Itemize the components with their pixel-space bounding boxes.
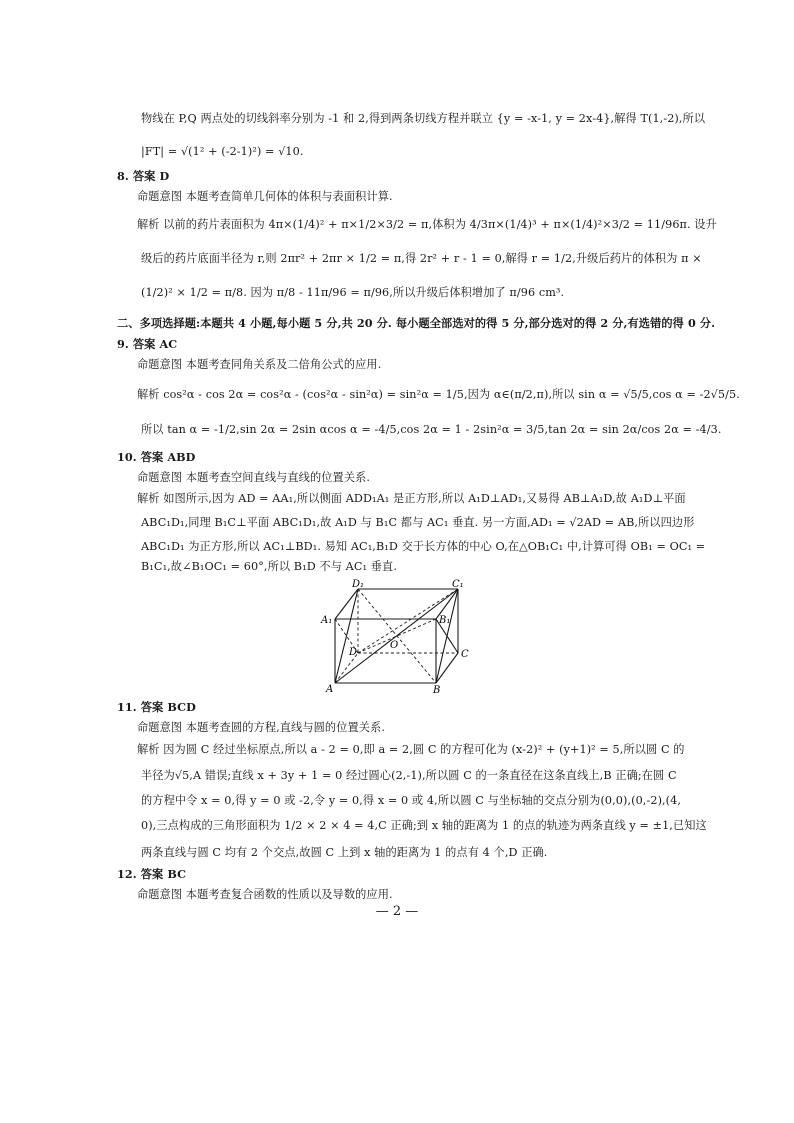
section-heading: 二、多项选择题:本题共 4 小题,每小题 5 分,共 20 分. 每小题全部选对的得 5 分,部分选对的得 2 分,有选错的得 0 分. — [117, 316, 716, 330]
cuboid-figure — [316, 577, 476, 695]
text-line: 两条直线与圆 C 均有 2 个交点,故圆 C 上到 x 轴的距离为 1 的点有 4 个,D 正确. — [141, 846, 548, 859]
text-line: 解析 以前的药片表面积为 4π×(1/4)² + π×1/2×3/2 = π,体积为 4/3π×(1/4)³ + π×(1/4)²×3/2 = 11/96π. 设升 — [137, 218, 717, 231]
text-line: 命题意图 本题考查空间直线与直线的位置关系. — [137, 471, 371, 484]
answer-heading: 8. 答案 D — [117, 169, 170, 183]
text-line: ABC₁D₁ 为正方形,所以 AC₁⊥BD₁. 易知 AC₁,B₁D 交于长方体的中心 O,在△OB₁C₁ 中,计算可得 OB₁ = OC₁ = — [141, 540, 706, 553]
text-line: 所以 tan α = -1/2,sin 2α = 2sin αcos α = -4/5,cos 2α = 1 - 2sin²α = 3/5,tan 2α = sin 2α/cos 2α = -4/3. — [141, 423, 722, 436]
text-line: 命题意图 本题考查同角关系及二倍角公式的应用. — [137, 358, 382, 371]
text-line: 命题意图 本题考查简单几何体的体积与表面积计算. — [137, 190, 393, 203]
text-line: ABC₁D₁,同理 B₁C⊥平面 ABC₁D₁,故 A₁D 与 B₁C 都与 AC₁ 垂直. 另一方面,AD₁ = √2AD = AB,所以四边形 — [141, 516, 695, 529]
text-line: |FT| = √(1² + (-2-1)²) = √10. — [141, 145, 304, 158]
answer-heading: 11. 答案 BCD — [117, 700, 196, 714]
text-line: 命题意图 本题考查圆的方程,直线与圆的位置关系. — [137, 721, 386, 734]
vertex-label-a1: A₁ — [321, 615, 333, 626]
vertex-label-a: A — [326, 684, 334, 695]
text-line: B₁C₁,故∠B₁OC₁ = 60°,所以 B₁D 不与 AC₁ 垂直. — [141, 560, 397, 573]
text-line: 解析 如图所示,因为 AD = AA₁,所以侧面 ADD₁A₁ 是正方形,所以 A₁D⊥AD₁,又易得 AB⊥A₁D,故 A₁D⊥平面 — [137, 492, 686, 505]
text-line: 解析 因为圆 C 经过坐标原点,所以 a - 2 = 0,即 a = 2,圆 C 的方程可化为 (x-2)² + (y+1)² = 5,所以圆 C 的 — [137, 743, 685, 756]
vertex-label-d: D — [349, 647, 358, 658]
text-line: 解析 cos²α - cos 2α = cos²α - (cos²α - sin²α) = sin²α = 1/5,因为 α∈(π/2,π),所以 sin α = √5/5,cos α = -2√5/5. — [137, 388, 740, 401]
text-line: (1/2)² × 1/2 = π/8. 因为 π/8 - 11π/96 = π/96,所以升级后体积增加了 π/96 cm³. — [141, 286, 565, 299]
answer-heading: 10. 答案 ABD — [117, 450, 196, 464]
answer-heading: 12. 答案 BC — [117, 867, 187, 881]
vertex-label-b1: B₁ — [439, 615, 451, 626]
text-line: 0),三点构成的三角形面积为 1/2 × 2 × 4 = 4,C 正确;到 x 轴的距离为 1 的点的轨迹为两条直线 y = ±1,已知这 — [141, 819, 707, 832]
vertex-label-c: C — [461, 649, 469, 660]
text-line: 的方程中令 x = 0,得 y = 0 或 -2,令 y = 0,得 x = 0 或 4,所以圆 C 与坐标轴的交点分别为(0,0),(0,-2),(4, — [141, 794, 682, 807]
text-line: 物线在 P,Q 两点处的切线斜率分别为 -1 和 2,得到两条切线方程并联立 {y = -x-1, y = 2x-4},解得 T(1,-2),所以 — [141, 112, 706, 125]
text-line: 半径为√5,A 错误;直线 x + 3y + 1 = 0 经过圆心(2,-1),所以圆 C 的一条直径在这条直线上,B 正确;在圆 C — [141, 769, 677, 782]
vertex-label-d1: D₁ — [352, 579, 365, 590]
vertex-label-b: B — [433, 685, 441, 695]
text-line: 命题意图 本题考查复合函数的性质以及导数的应用. — [137, 888, 393, 901]
vertex-label-c1: C₁ — [452, 579, 464, 590]
vertex-label-o: O — [390, 640, 399, 651]
text-line: 级后的药片底面半径为 r,则 2πr² + 2πr × 1/2 = π,得 2r² + r - 1 = 0,解得 r = 1/2,升级后药片的体积为 π × — [141, 252, 702, 265]
answer-heading: 9. 答案 AC — [117, 337, 178, 351]
page-number: — 2 — — [375, 904, 419, 919]
